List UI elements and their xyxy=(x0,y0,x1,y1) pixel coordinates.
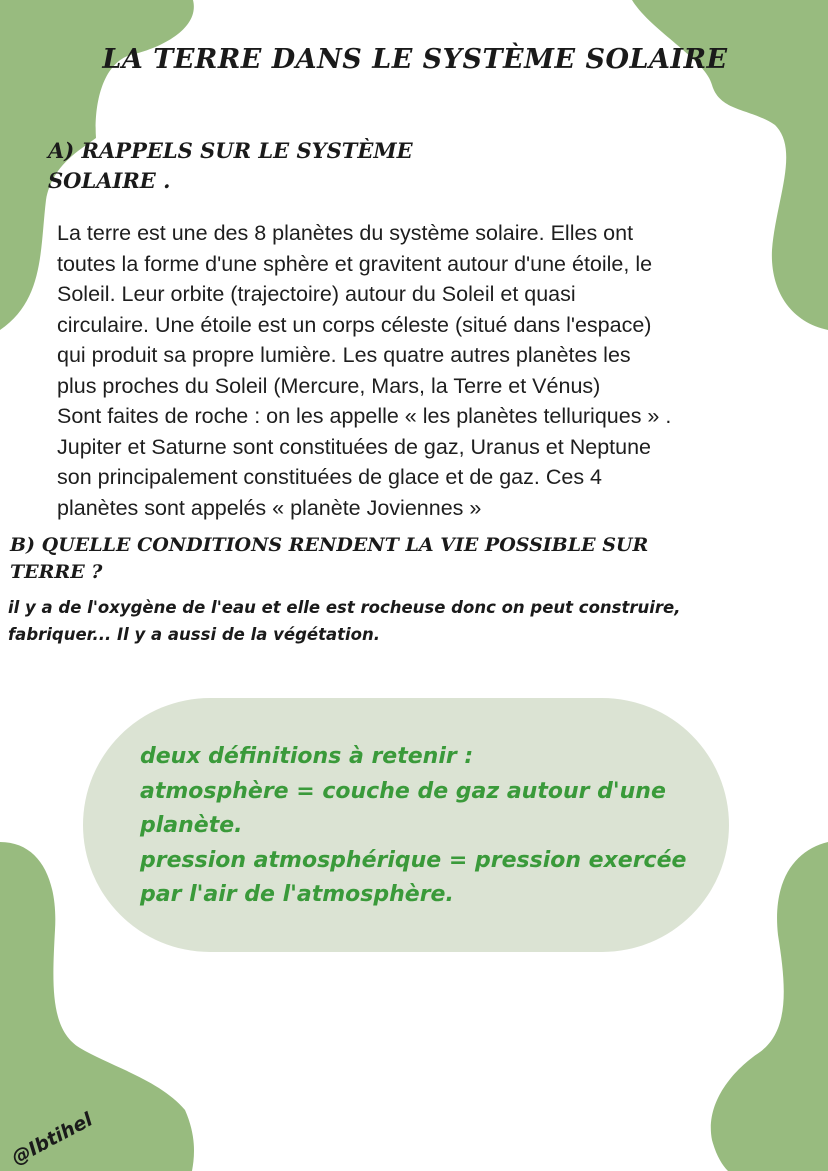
definition-line: par l'air de l'atmosphère. xyxy=(140,882,454,907)
definitions-text xyxy=(140,740,720,913)
paragraph-line: circulaire. Une étoile est un corps céleste (situé dans l'espace) xyxy=(57,312,652,337)
section-a-heading-line2: SOLAIRE . xyxy=(48,168,171,193)
paragraph-line: toutes la forme d'une sphère et gravitent autour d'une étoile, le xyxy=(57,251,653,276)
paragraph-line: son principalement constituées de glace et de gaz. Ces 4 xyxy=(57,465,602,489)
section-a-paragraph xyxy=(57,218,779,523)
definition-line: atmosphère = couche de gaz autour d'une xyxy=(140,778,666,804)
section-b-answer xyxy=(8,594,798,648)
author-signature: @Ibtihel xyxy=(8,1108,97,1170)
paragraph-line: La terre est une des 8 planètes du système solaire. Elles ont xyxy=(57,221,634,245)
section-a-heading-line1: A) RAPPELS SUR LE SYSTÈME xyxy=(48,138,413,163)
section-b-heading xyxy=(10,532,730,586)
paragraph-line: Sont faites de roche : on les appelle « les planètes telluriques » . xyxy=(57,404,672,428)
answer-line2: fabriquer... Il y a aussi de la végétation. xyxy=(8,625,380,644)
definition-line: planète. xyxy=(140,813,243,838)
section-a-heading xyxy=(48,136,468,196)
answer-line1: il y a de l'oxygène de l'eau et elle est rocheuse donc on peut construire, xyxy=(8,598,681,617)
paragraph-line: planètes sont appelés « planète Joviennes » xyxy=(57,495,482,520)
paragraph-line: qui produit sa propre lumière. Les quatre autres planètes les xyxy=(57,343,631,367)
page-title: LA TERRE DANS LE SYSTÈME SOLAIRE xyxy=(102,44,728,75)
section-b-heading-line2: TERRE ? xyxy=(10,561,103,583)
paragraph-line: plus proches du Soleil (Mercure, Mars, la Terre et Vénus) xyxy=(57,373,601,398)
definition-line: pression atmosphérique = pression exercée xyxy=(140,847,687,873)
section-b-heading-line1: B) QUELLE CONDITIONS RENDENT LA VIE POSSIBLE SUR xyxy=(10,534,649,556)
definitions-heading: deux définitions à retenir : xyxy=(140,744,474,769)
paragraph-line: Jupiter et Saturne sont constituées de gaz, Uranus et Neptune xyxy=(57,434,652,459)
paragraph-line: Soleil. Leur orbite (trajectoire) autour du Soleil et quasi xyxy=(57,282,576,306)
